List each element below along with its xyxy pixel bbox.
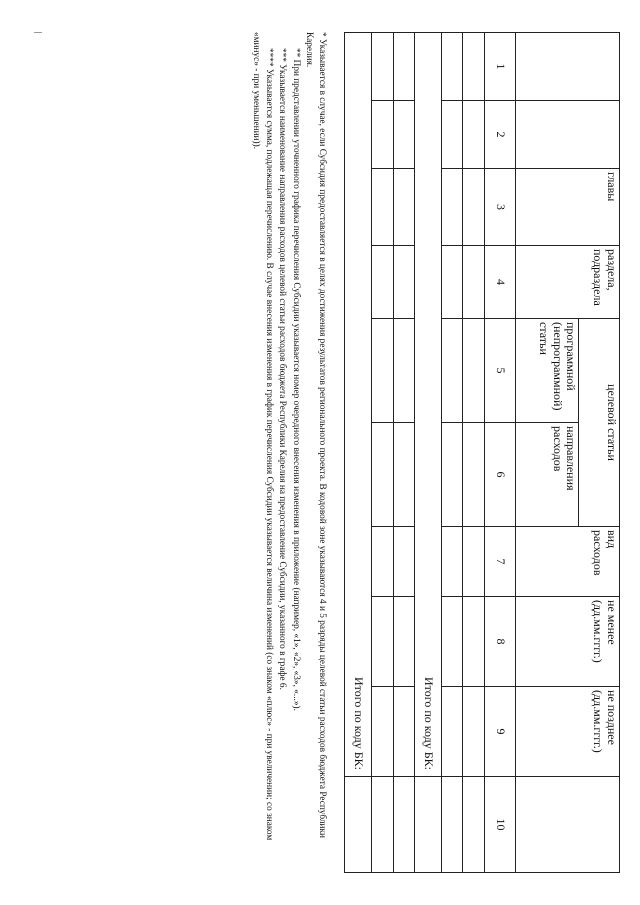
rotated-page xyxy=(20,12,620,892)
header-col1 xyxy=(516,33,620,101)
col-number: 6 xyxy=(484,423,516,527)
footnote: **** Указывается сумма, подлежащая перечислению. В случае внесения изменения в график перечисления Субсидии указывается величина изменений (со знаком «плюс» - при увеличении; со знаком «минус» - при уменьшении)). xyxy=(251,32,274,841)
header-col9: не позднее (дд.мм.гггг.) xyxy=(516,687,620,777)
col-number: 3 xyxy=(484,169,516,246)
col-number: 10 xyxy=(484,777,516,873)
footnote: *** Указывается наименование направления расходов целевой статьи расходов бюджета Республики Карелия на предоставление Субсидии, указанного в графе 6. xyxy=(277,48,288,690)
header-col2 xyxy=(516,101,620,169)
header-col4: раздела, подраздела xyxy=(516,246,620,319)
header-col5: программной (непрограммной) статьи xyxy=(516,319,579,423)
header-col7: вид расходов xyxy=(516,527,620,597)
header-col10 xyxy=(516,777,620,873)
header-col8: не менее (дд.мм.гггг.) xyxy=(516,597,620,687)
header-target-article: целевой статьи xyxy=(579,319,620,527)
header-row-1 xyxy=(579,33,620,873)
col-number: 9 xyxy=(484,687,516,777)
footnotes xyxy=(249,32,328,852)
col-number: 2 xyxy=(484,101,516,169)
footnote: * Указывается в случае, если Субсидия предоставляется в целях достижения результатов регионального проекта. В кодовой зоне указываются 4 и 5 разряды целевой статьи расходов бюджета Республики Карелия. xyxy=(304,32,327,838)
col-number: 7 xyxy=(484,527,516,597)
col-number: 4 xyxy=(484,246,516,319)
table-row xyxy=(372,33,393,873)
col-number: 8 xyxy=(484,597,516,687)
col-number: 5 xyxy=(484,319,516,423)
total-by-bk-label: Итого по коду БК: xyxy=(345,33,372,777)
footnote: ** При представлении уточненного графика перечисления Субсидии указывается номер очередного внесения изменения в приложение (например, «1», «2», «3», «...»). xyxy=(290,48,301,711)
column-numbers-row xyxy=(484,33,516,873)
col-number: 1 xyxy=(484,33,516,101)
header-col6: направления расходов xyxy=(516,423,579,527)
header-col3: главы xyxy=(516,169,620,246)
subsidy-schedule-table xyxy=(344,32,620,873)
table-row xyxy=(441,33,462,873)
total-by-bk-label: Итого по коду БК: xyxy=(414,33,441,777)
subtotal-row xyxy=(414,33,441,873)
table-row xyxy=(393,33,414,873)
table-row xyxy=(463,33,484,873)
total-row xyxy=(345,33,372,873)
